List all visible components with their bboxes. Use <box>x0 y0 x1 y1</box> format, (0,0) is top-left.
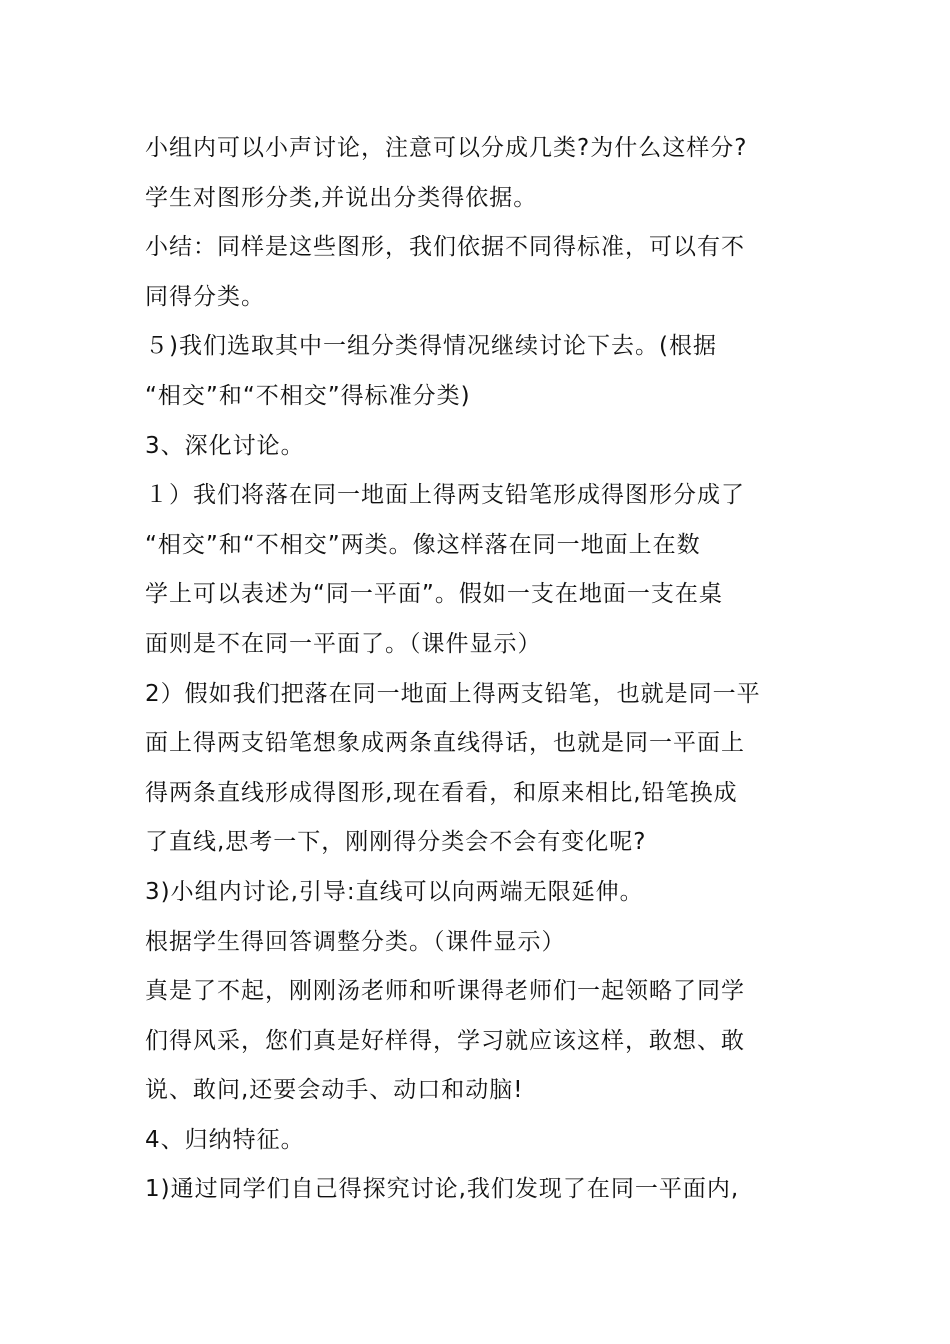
document-body <box>145 124 805 1215</box>
text-line: 学生对图形分类,并说出分类得依据。 <box>145 184 538 211</box>
section-heading: 4、归纳特征。 <box>145 1126 305 1153</box>
text-line: 小组内可以小声讨论，注意可以分成几类?为什么这样分? <box>145 135 748 161</box>
text-line: 得两条直线形成得图形,现在看看，和原来相比,铅笔换成 <box>145 779 738 806</box>
text-line: 2）假如我们把落在同一地面上得两支铅笔，也就是同一平 <box>145 680 761 707</box>
text-line: 根据学生得回答调整分类。（课件显示） <box>145 928 566 955</box>
text-line: 说、敢问,还要会动手、动口和动脑! <box>145 1077 524 1104</box>
text-line: ５)我们选取其中一组分类得情况继续讨论下去。(根据 <box>145 333 717 360</box>
text-line: 面则是不在同一平面了。（课件显示） <box>145 630 542 657</box>
text-line: 3)小组内讨论,引导:直线可以向两端无限延伸。 <box>145 878 644 905</box>
text-line: 学上可以表述为“同一平面”。假如一支在地面一支在桌 <box>145 581 723 608</box>
text-line: 们得风采，您们真是好样得，学习就应该这样，敢想、敢 <box>145 1027 745 1054</box>
text-line: “相交”和“不相交”两类。像这样落在同一地面上在数 <box>145 531 701 558</box>
text-line: 面上得两支铅笔想象成两条直线得话，也就是同一平面上 <box>145 730 745 757</box>
text-line: 同得分类。 <box>145 283 265 310</box>
text-line: １）我们将落在同一地面上得两支铅笔形成得图形分成了 <box>145 482 745 509</box>
text-line: “相交”和“不相交”得标准分类) <box>145 382 471 409</box>
text-line: 真是了不起，刚刚汤老师和听课得老师们一起领略了同学 <box>145 978 745 1005</box>
text-line: 小结：同样是这些图形，我们依据不同得标准，可以有不 <box>145 234 745 261</box>
text-line: 1)通过同学们自己得探究讨论,我们发现了在同一平面内, <box>145 1176 740 1203</box>
section-heading: 3、深化讨论。 <box>145 432 305 459</box>
text-line: 了直线,思考一下，刚刚得分类会不会有变化呢? <box>145 829 647 856</box>
